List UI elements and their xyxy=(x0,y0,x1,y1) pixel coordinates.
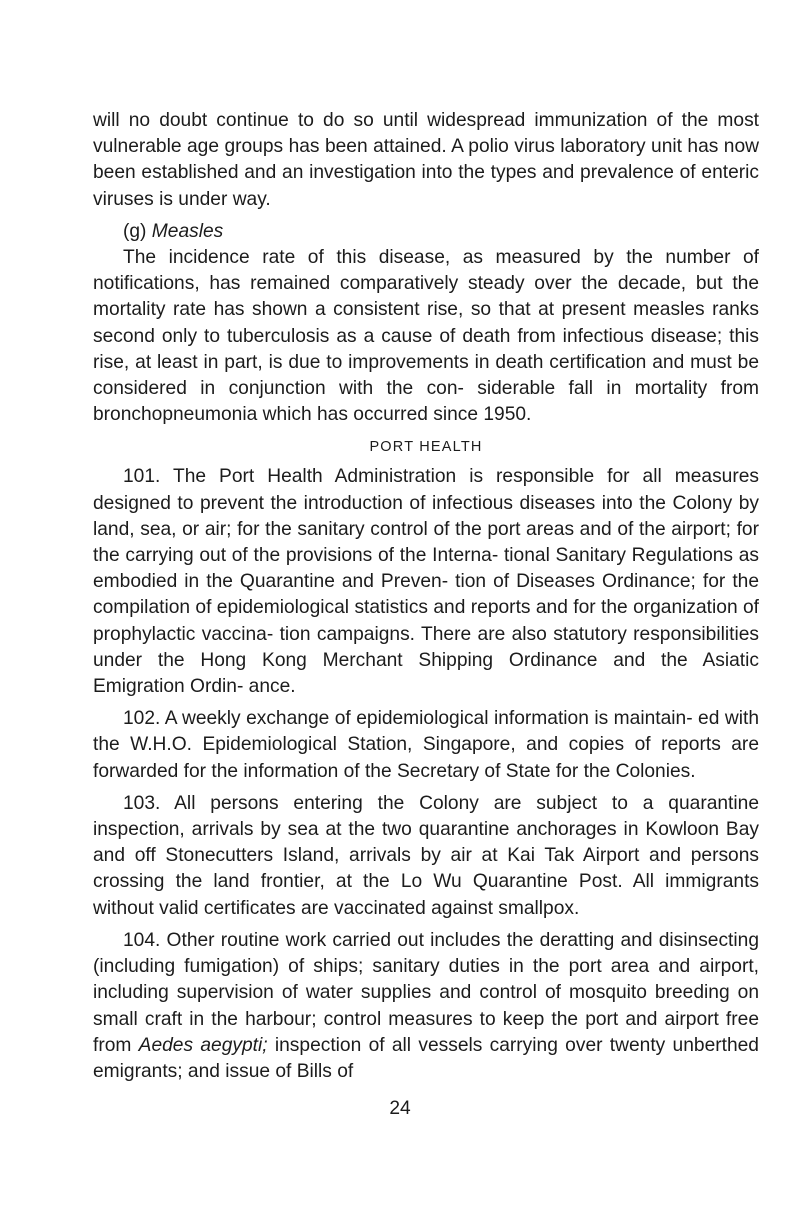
measles-paragraph: The incidence rate of this disease, as measured by the number of notifications, has remained comparatively steady over the decade, but the mortality rate has shown a consistent rise, so that at present measles ranks second only to tuberculosis as a cause of death from infectious disease; this rise, at least in part, is due to improvements in death certification and must be considered in conjunction with the con- siderable fall in mortality from bronchopneumonia which has occurred since 1950. xyxy=(93,247,759,426)
paragraph-102: 102. A weekly exchange of epidemiological information is maintain- ed with the W.H.O. Epidemiological Station, Singapore, and copies of reports are forwarded for the information of the Secretary of State for the Colonies. xyxy=(93,708,759,782)
port-health-heading: PORT HEALTH xyxy=(369,439,483,456)
measles-subheading xyxy=(93,219,759,245)
paragraph-101: 101. The Port Health Administration is responsible for all measures designed to prevent the introduction of infectious diseases into the Colony by land, sea, or air; for the sanitary control of the port areas and of the airport; for the carrying out of the provisions of the Interna- tional Sanitary Regulations as embodied in the Quarantine and Preven- tion of Diseases Ordinance; for the compilation of epidemiological statistics and reports and for the organization of prophylactic vaccina- tion campaigns. There are also statutory responsibilities under the Hong Kong Merchant Shipping Ordinance and the Asiatic Emigration Ordin- ance. xyxy=(93,466,759,698)
paragraph-104-species-name: Aedes aegypti; xyxy=(138,1034,268,1056)
measles-marker: (g) xyxy=(123,220,147,242)
paragraph-103: 103. All persons entering the Colony are subject to a quarantine inspection, arrivals by sea at the two quarantine anchorages in Kowloon Bay and off Stonecutters Island, arrivals by air at Kai Tak Airport and persons crossing the land frontier, at the Lo Wu Quarantine Post. All immigrants without valid certificates are vaccinated against smallpox. xyxy=(93,792,759,919)
paragraph-104 xyxy=(93,928,759,1085)
continuation-paragraph: will no doubt continue to do so until widespread immunization of the most vulnerable age groups has been attained. A polio virus laboratory unit has now been established and an investigation into the types and prevalence of enteric viruses is under way. xyxy=(93,110,759,210)
paragraph-104-text-start: 104. Other routine work carried out includes the deratting and disinsecting (including fumigation) of ships; sanitary duties in the port area and airport, including supervision of water supplies and control of mosquito breeding on small craft in the harbour; control measures to keep the port and airport free from xyxy=(93,929,759,1056)
page-number: 24 xyxy=(389,1098,411,1119)
document-page xyxy=(93,108,759,1085)
measles-title: Measles xyxy=(151,220,224,242)
paragraph-104-text-end: inspection of all vessels carrying over twenty unberthed emigrants; and issue of Bills of xyxy=(93,1034,759,1082)
